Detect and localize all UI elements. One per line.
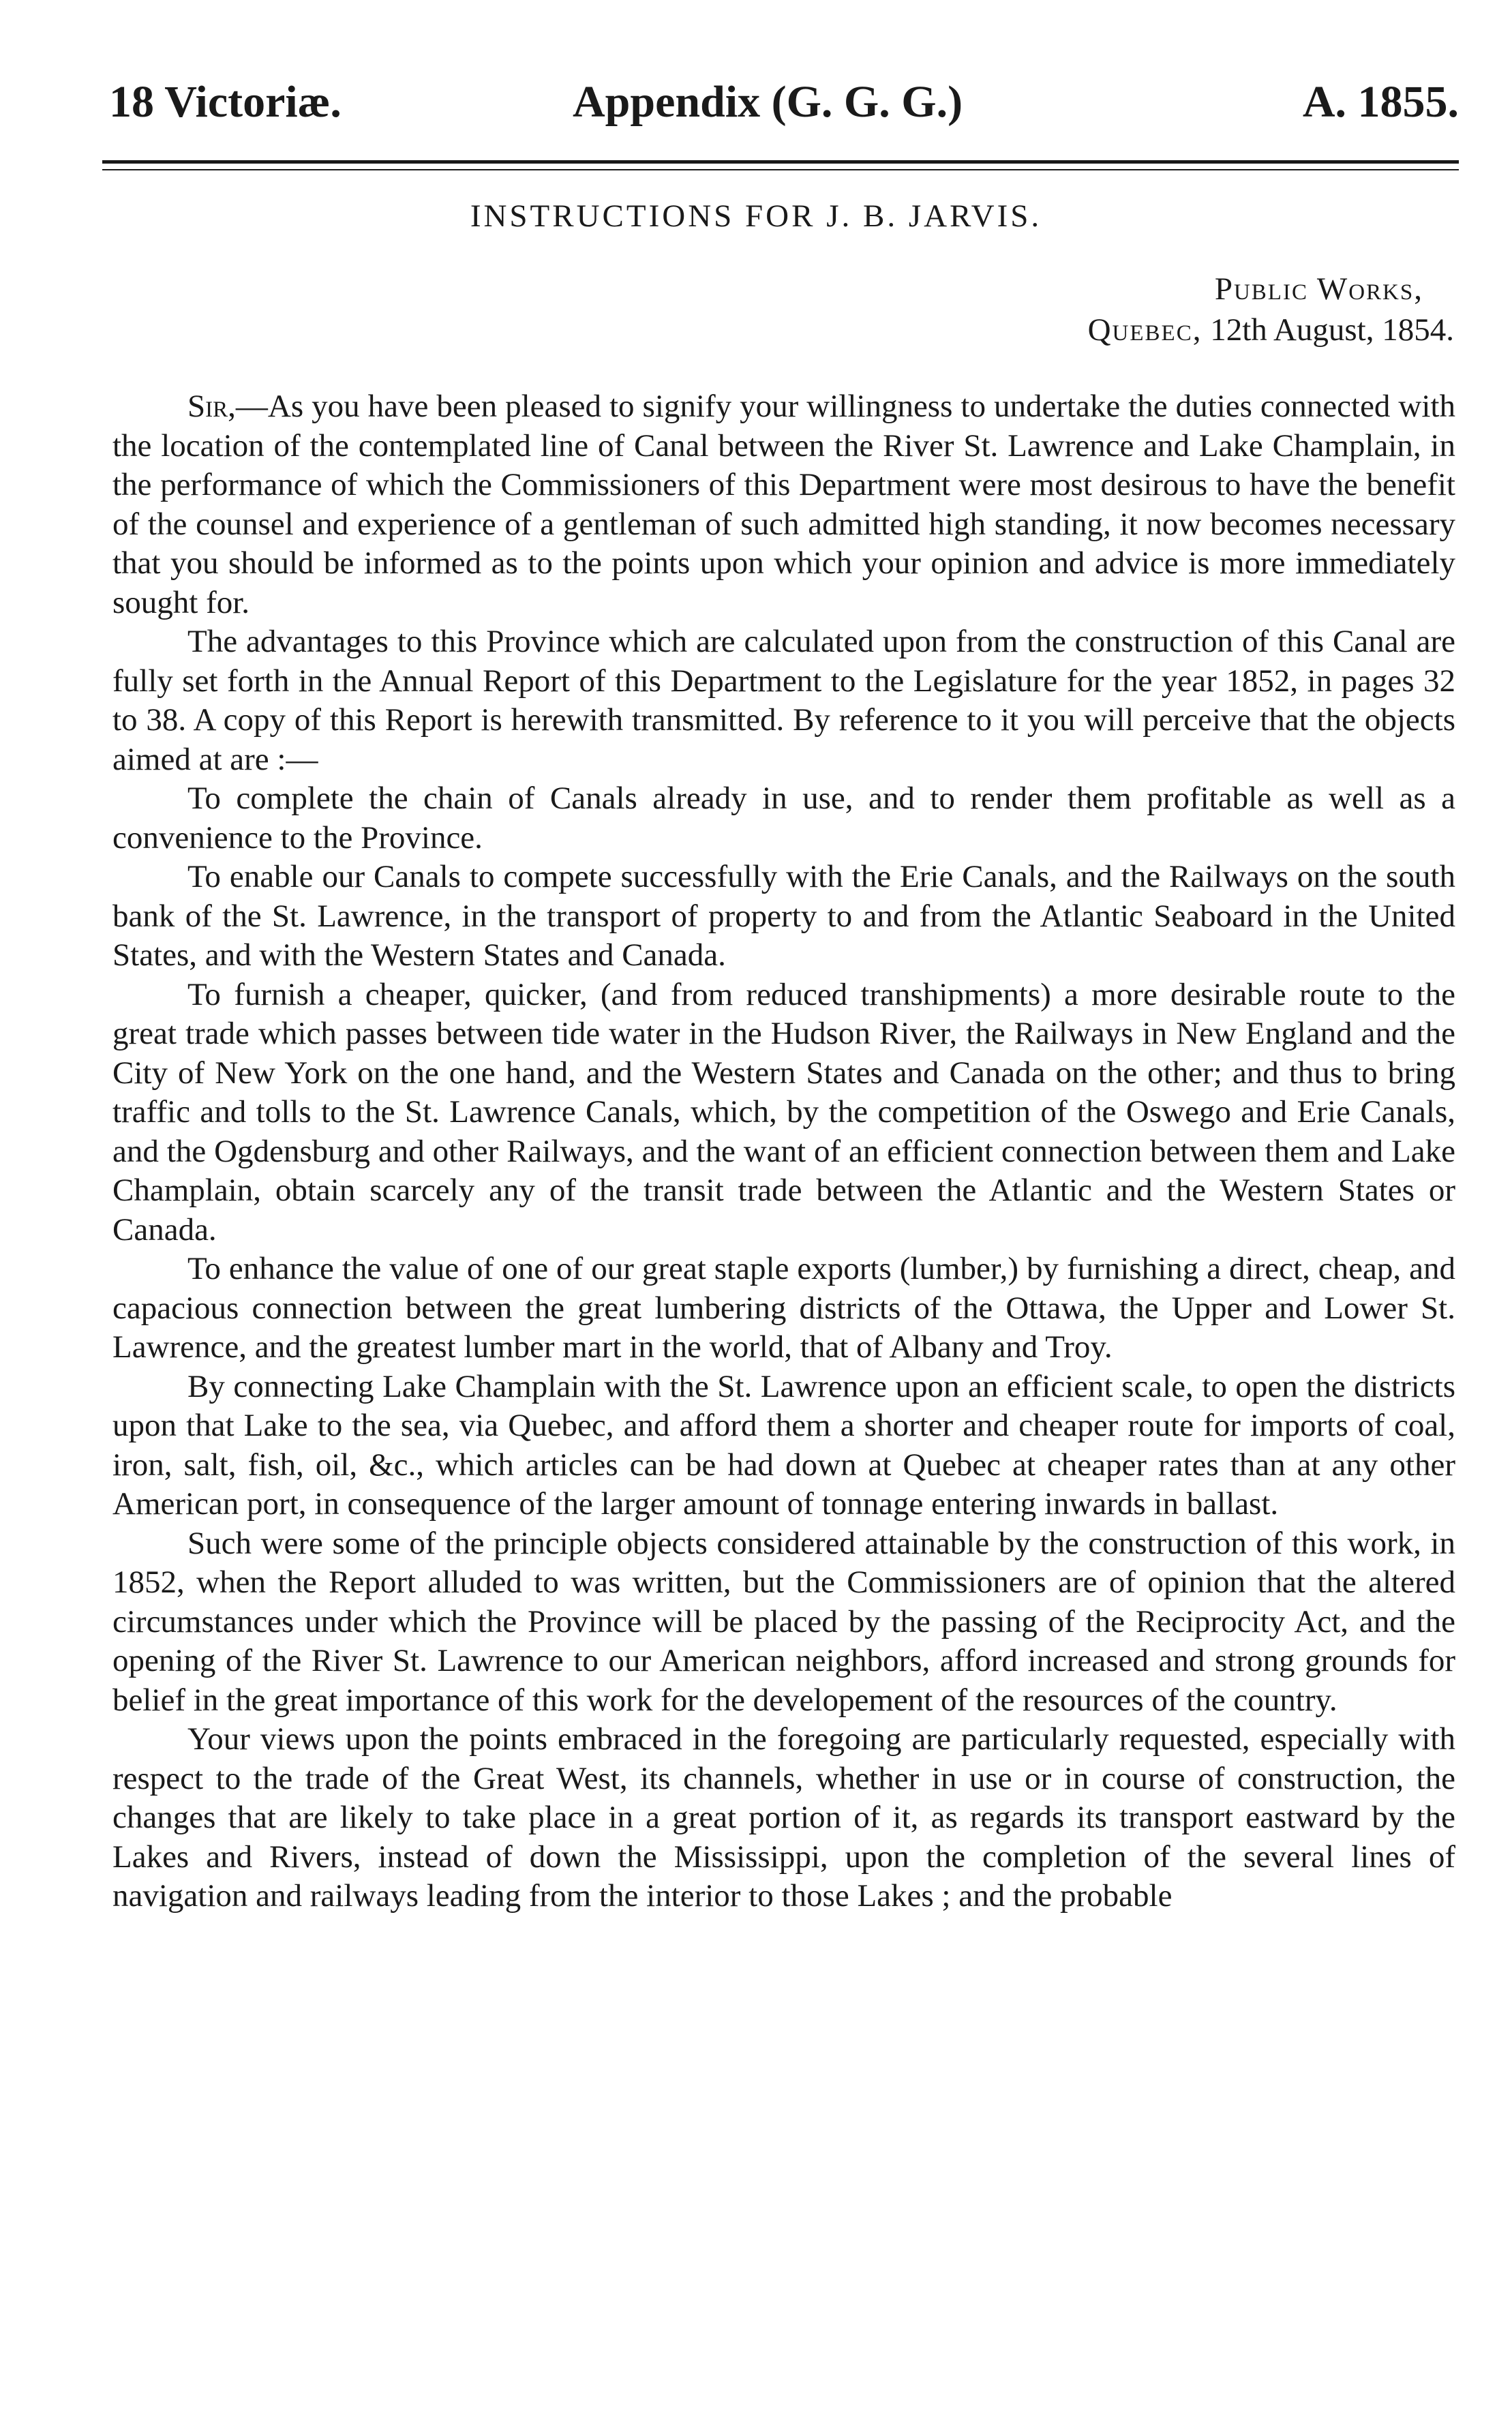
paragraph: To complete the chain of Canals already in use, and to render them profitable as well as a convenience to the Province. xyxy=(112,781,1455,856)
paragraph: Such were some of the principle objects considered attainable by the construction of this work, in 1852, when the Report alluded to was written, but the Commissioners are of opinion that the altered circumstances under which the Province will be placed by the passing of the Reciprocity Act, and the opening of the River St. Lawrence to our American neighbors, afford increased and strong grounds for belief in the great importance of this work for the developement of the resources of the country. xyxy=(112,1525,1455,1718)
running-header xyxy=(109,72,1459,133)
header-appendix: Appendix (G. G. G.) xyxy=(573,77,963,127)
header-rule-thick xyxy=(102,160,1459,164)
paragraph-text: —As you have been pleased to signify your willingness to undertake the duties connected with the location of the contemplated line of Canal between the River St. Lawrence and Lake Champlain, in the performance of which the Commissioners of this Department were most desirous to have the benefit of the counsel and experience of a gentleman of such admitted high standing, it now becomes necessary that you should be informed as to the points upon which your opinion and advice is more immediately sought for. xyxy=(112,389,1455,620)
paragraph: By connecting Lake Champlain with the St. Lawrence upon an efficient scale, to open the districts upon that Lake to the sea, via Quebec, and afford them a shorter and cheaper route for imports of coal, iron, salt, fish, oil, &c., which articles can be had down at Quebec at cheaper rates than at any other American port, in consequence of the larger amount of tonnage entering inwards in ballast. xyxy=(112,1368,1455,1522)
header-year: A. 1855. xyxy=(1302,77,1459,127)
dateline-date: 12th August, 1854. xyxy=(1210,312,1454,348)
header-session: 18 Victoriæ. xyxy=(109,77,342,127)
dateline-place: Quebec, xyxy=(1087,312,1203,348)
paragraph: To enhance the value of one of our great staple exports (lumber,) by furnishing a direct, cheap, and capacious connection between the great lumbering districts of the Ottawa, the Upper and Lower St. Lawrence, and the greatest lumber mart in the world, that of Albany and Troy. xyxy=(112,1251,1455,1365)
paragraph: The advantages to this Province which are calculated upon from the construction of this Canal are fully set forth in the Annual Report of this Department to the Legislature for the year 1852, in pages 32 to 38. A copy of this Report is herewith transmitted. By reference to it you will perceive that the objects aimed at are :— xyxy=(112,624,1455,777)
document-title: INSTRUCTIONS FOR J. B. JARVIS. xyxy=(470,198,1042,234)
letter-body xyxy=(112,387,1455,1916)
header-rule-thin xyxy=(102,169,1459,170)
dateline-place-date xyxy=(1088,312,1454,348)
paragraph: Your views upon the points embraced in the foregoing are particularly requested, especially with respect to the trade of the Great West, its channels, whether in use or in course of construction, the changes that are likely to take place in a great portion of it, as regards its transport eastward by the Lakes and Rivers, instead of down the Mississippi, upon the completion of the several lines of navigation and railways leading from the interior to those Lakes ; and the probable xyxy=(112,1721,1455,1914)
salutation: Sir, xyxy=(187,389,236,424)
paragraph: To enable our Canals to compete successfully with the Erie Canals, and the Railways on the south bank of the St. Lawrence, in the transport of property to and from the Atlantic Seaboard in the United States, and with the Western States and Canada. xyxy=(112,859,1455,973)
paragraph xyxy=(112,387,1455,622)
dateline-office: Public Works, xyxy=(1214,271,1423,307)
paragraph: To furnish a cheaper, quicker, (and from reduced transhipments) a more desirable route to the great trade which passes between tide water in the Hudson River, the Railways in New England and the City of New York on the one hand, and the Western States and Canada on the other; and thus to bring traffic and tolls to the St. Lawrence Canals, which, by the competition of the Oswego and Erie Canals, and the Ogdensburg and other Railways, and the want of an efficient connection between them and Lake Champlain, obtain scarcely any of the transit trade between the Atlantic and the Western States or Canada. xyxy=(112,976,1455,1248)
